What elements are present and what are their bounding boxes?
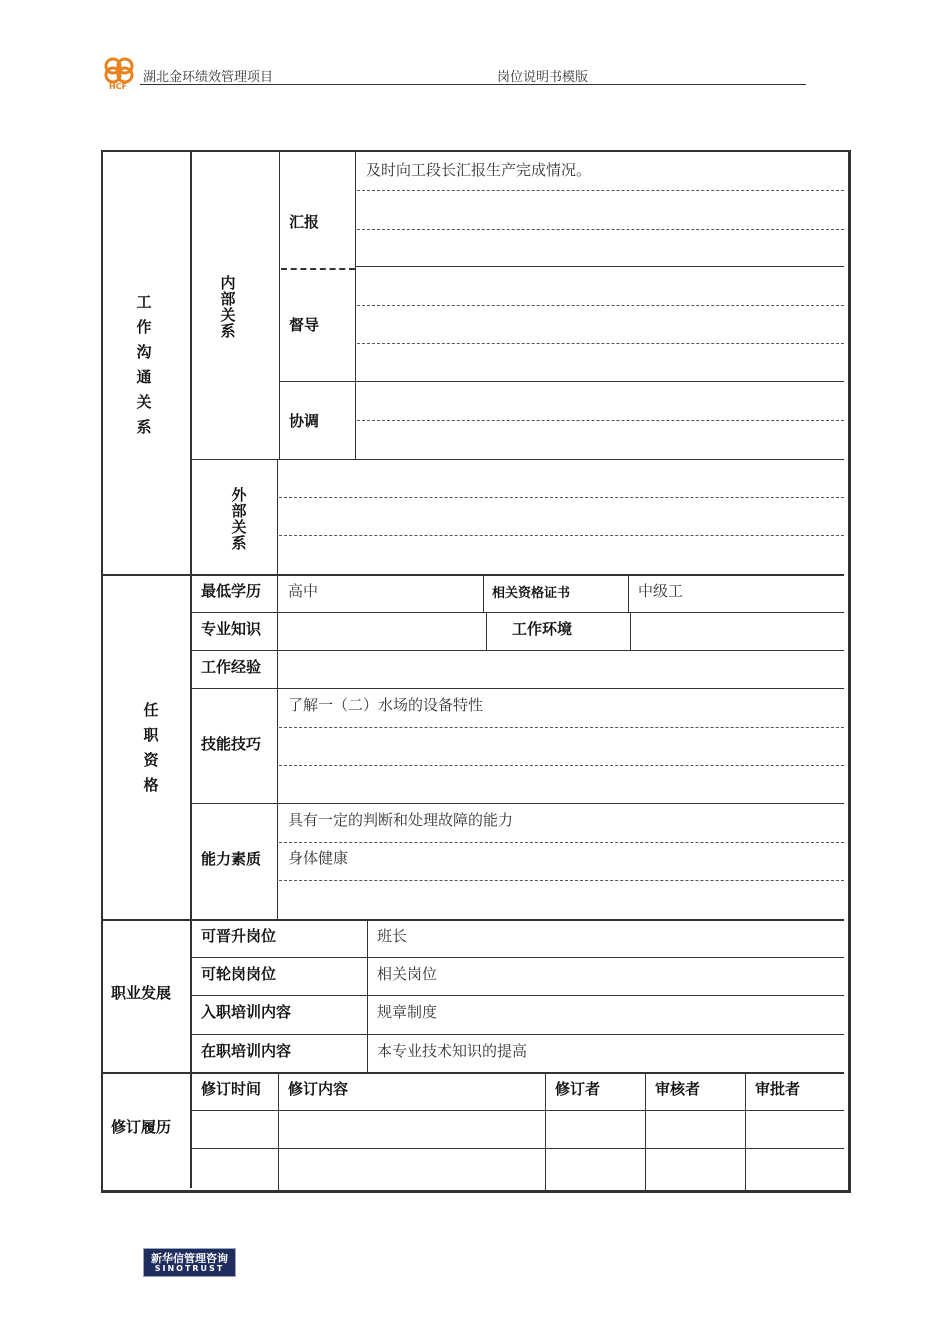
reviser-header: 修订者 bbox=[555, 1080, 601, 1098]
col-divider-6 bbox=[483, 574, 484, 612]
education-label: 最低学历 bbox=[201, 582, 262, 600]
certificate-label: 相关资格证书 bbox=[492, 586, 571, 601]
skills-writing-line bbox=[279, 765, 844, 766]
section-divider-3 bbox=[103, 1072, 844, 1074]
promotion-label: 可晋升岗位 bbox=[201, 927, 277, 945]
col-divider-7 bbox=[628, 574, 629, 612]
col-divider-13 bbox=[645, 1072, 646, 1190]
external-writing-line bbox=[279, 535, 844, 536]
onjob-training-label: 在职培训内容 bbox=[201, 1042, 292, 1060]
project-name: 湖北金环绩效管理项目 bbox=[143, 70, 274, 85]
row-divider-8 bbox=[190, 957, 844, 958]
environment-label: 工作环境 bbox=[512, 620, 573, 638]
ability-line: 身体健康 bbox=[288, 849, 349, 867]
ability-writing-line bbox=[279, 842, 844, 843]
onboarding-training-label: 入职培训内容 bbox=[201, 1003, 292, 1021]
rotation-label: 可轮岗岗位 bbox=[201, 965, 277, 983]
internal-separator bbox=[281, 268, 355, 270]
section-divider-1 bbox=[103, 574, 844, 576]
row-divider-10 bbox=[190, 1034, 844, 1035]
report-label: 汇报 bbox=[289, 213, 320, 231]
row-divider-11 bbox=[190, 1110, 844, 1111]
col-divider-4 bbox=[277, 459, 278, 574]
experience-label: 工作经验 bbox=[201, 658, 262, 676]
col-divider-14 bbox=[745, 1072, 746, 1190]
row-divider-4 bbox=[190, 612, 844, 613]
row-divider-5 bbox=[190, 650, 844, 651]
logo-text: HCF bbox=[109, 82, 128, 91]
report-writing-line bbox=[357, 190, 844, 191]
col-divider-3 bbox=[355, 152, 356, 459]
skills-label: 技能技巧 bbox=[201, 735, 262, 753]
col-divider-5 bbox=[277, 574, 278, 919]
coordinate-writing-line bbox=[357, 420, 844, 421]
row-divider-6 bbox=[190, 688, 844, 689]
supervise-label: 督导 bbox=[289, 316, 320, 334]
sinotrust-logo bbox=[143, 1248, 236, 1277]
communication-section-title: 工作沟通关系 bbox=[136, 293, 152, 436]
row-divider-2 bbox=[279, 381, 844, 382]
company-logo bbox=[100, 55, 138, 91]
row-divider-9 bbox=[190, 995, 844, 996]
internal-relations-label: 内部关系 bbox=[220, 274, 236, 340]
col-divider-2 bbox=[279, 152, 280, 459]
report-line: 及时向工段长汇报生产完成情况。 bbox=[366, 161, 592, 179]
document-title: 岗位说明书模版 bbox=[497, 70, 589, 85]
skills-line: 了解一（二）水场的设备特性 bbox=[288, 696, 484, 714]
report-writing-line bbox=[357, 229, 844, 230]
col-divider-11 bbox=[278, 1072, 279, 1190]
qualification-section-title: 任职资格 bbox=[143, 701, 159, 794]
supervise-writing-line bbox=[357, 305, 844, 306]
sinotrust-logo-cn: 新华信管理咨询 bbox=[151, 1252, 228, 1265]
revision-date-header: 修订时间 bbox=[201, 1080, 262, 1098]
ability-writing-line bbox=[279, 880, 844, 881]
revision-content-header: 修订内容 bbox=[288, 1080, 349, 1098]
skills-writing-line bbox=[279, 727, 844, 728]
col-divider-9 bbox=[630, 612, 631, 650]
section-divider-2 bbox=[103, 919, 844, 921]
external-relations-label: 外部关系 bbox=[231, 486, 247, 552]
approver-header: 审批者 bbox=[755, 1080, 801, 1098]
revision-section-title: 修订履历 bbox=[111, 1118, 172, 1136]
coordinate-label: 协调 bbox=[289, 412, 320, 430]
header-rule bbox=[140, 84, 806, 85]
col-divider-1 bbox=[190, 152, 192, 1188]
certificate-value: 中级工 bbox=[638, 582, 684, 600]
onjob-training-value: 本专业技术知识的提高 bbox=[377, 1042, 528, 1060]
ability-label: 能力素质 bbox=[201, 850, 262, 868]
ability-line: 具有一定的判断和处理故障的能力 bbox=[288, 811, 514, 829]
external-writing-line bbox=[279, 497, 844, 498]
row-divider-12 bbox=[190, 1148, 844, 1149]
sinotrust-logo-en: SINOTRUST bbox=[154, 1264, 225, 1273]
supervise-writing-line bbox=[357, 343, 844, 344]
reviewer-header: 审核者 bbox=[655, 1080, 701, 1098]
rotation-value: 相关岗位 bbox=[377, 965, 438, 983]
promotion-value: 班长 bbox=[377, 927, 408, 945]
onboarding-training-value: 规章制度 bbox=[377, 1003, 438, 1021]
row-divider-7 bbox=[190, 803, 844, 804]
career-section-title: 职业发展 bbox=[111, 984, 172, 1002]
row-divider-3 bbox=[190, 459, 844, 460]
col-divider-12 bbox=[545, 1072, 546, 1190]
knowledge-label: 专业知识 bbox=[201, 620, 262, 638]
row-divider-1 bbox=[355, 266, 844, 267]
education-value: 高中 bbox=[288, 582, 319, 600]
col-divider-8 bbox=[486, 612, 487, 650]
